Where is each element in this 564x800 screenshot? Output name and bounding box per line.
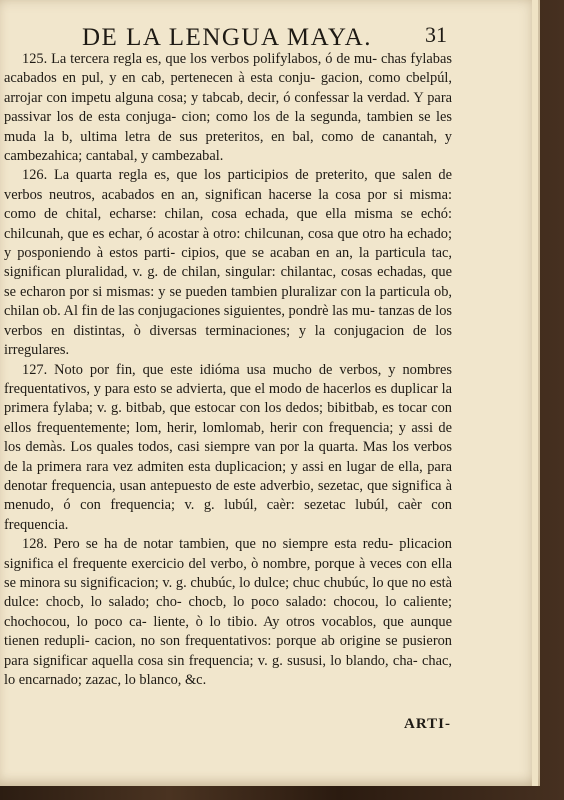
paragraph-125 [4,50,452,166]
paragraph-text: La quarta regla es, que los participios de preterito, que salen de verbos neutros, acabados en an, significan hacerse la cosa por si misma: como de chital, echarse: chilan, cosa echada, que ella misma se echó: chilcunah, que es echar, ó acostar à otro: chilcunan, cosa que otro ha echado; y posponiendo à estos parti- cipios, que se acaban en an, la particula tac, significan pluralidad, v. g. de chilan, singular: chilantac, cosas echadas, que se echaron por si mismas: y se pueden tambien pluralizar con la particula ob, chilan ob. Al fin de las conjugaciones siguientes, pondrè las mu- tanzas de los verbos en distintas, ò diversas terminaciones; y la conjugacion de los irregulares. [4,167,452,359]
catchword: ARTI- [404,716,451,732]
paragraph-text: Noto por fin, que este idióma usa mucho de verbos, y nombres frequentativos, y para esto se advierta, que el modo de hacerlos es duplicar la primera fylaba; v. g. bitbab, que estocar con los dedos; bibitbab, es tocar con ellos frequentemente; lom, herir, lomlomab, herir con frequencia; y assi de los demàs. Los quales todos, casi siempre van por la quarta. Mas los verbos de la primera rara vez admiten esta duplicacion; y assi en lugar de ella, para denotar frequencia, usan antepuesto de este adverbio, sezetac, que significa à menudo, ó con frequencia; v. g. lubúl, caèr: sezetac lubúl, caèr con frequencia. [4,361,452,533]
paragraph-text: Pero se ha de notar tambien, que no siempre esta redu- plicacion significa el frequente exercicio del verbo, ò nombre, porque à veces con ella se minora su significacion; v. g. chubúc, lo dulce; chuc chubúc, lo que no està dulce: chocb, lo salado; cho- chocb, lo poco salado: chocou, lo caliente; chochocou, lo poco ca- liente, ò lo tibio. Ay otros vocablos, que aunque tienen redupli- cacion, no son frequentativos: porque ab origine se pusieron para significar aquella cosa sin frequencia; v. g. sususi, lo blando, cha- chac, lo encarnado; zazac, lo blanco, &c. [4,536,452,688]
paragraph-126 [4,166,452,360]
page-number: 31 [425,22,447,47]
paragraph-127 [4,361,452,536]
paragraph-number: 126. [22,167,48,184]
paragraph-text: La tercera regla es, que los verbos polifylabos, ó de mu- chas fylabas acabados en pul, y en cab, pertenecen à esta conju- gacion, como cbelpúl, arrojar con impetu alguna cosa; y tabcab, decir, ó confessar la verdad. Y para passivar los de esta conjuga- cion; como los de la segunda, tambien se les muda la b, ultima letra de sus preteritos, en bal, como de canantah, y cambezahica; cantabal, y cambezabal. [4,51,452,165]
paragraph-number: 128. [22,536,48,553]
running-head: DE LA LENGUA MAYA. [82,24,372,51]
page-body [4,50,452,690]
paragraph-number: 125. [22,51,48,67]
paragraph-number: 127. [22,361,48,378]
page-edge [532,0,538,786]
paragraph-128 [4,535,452,690]
